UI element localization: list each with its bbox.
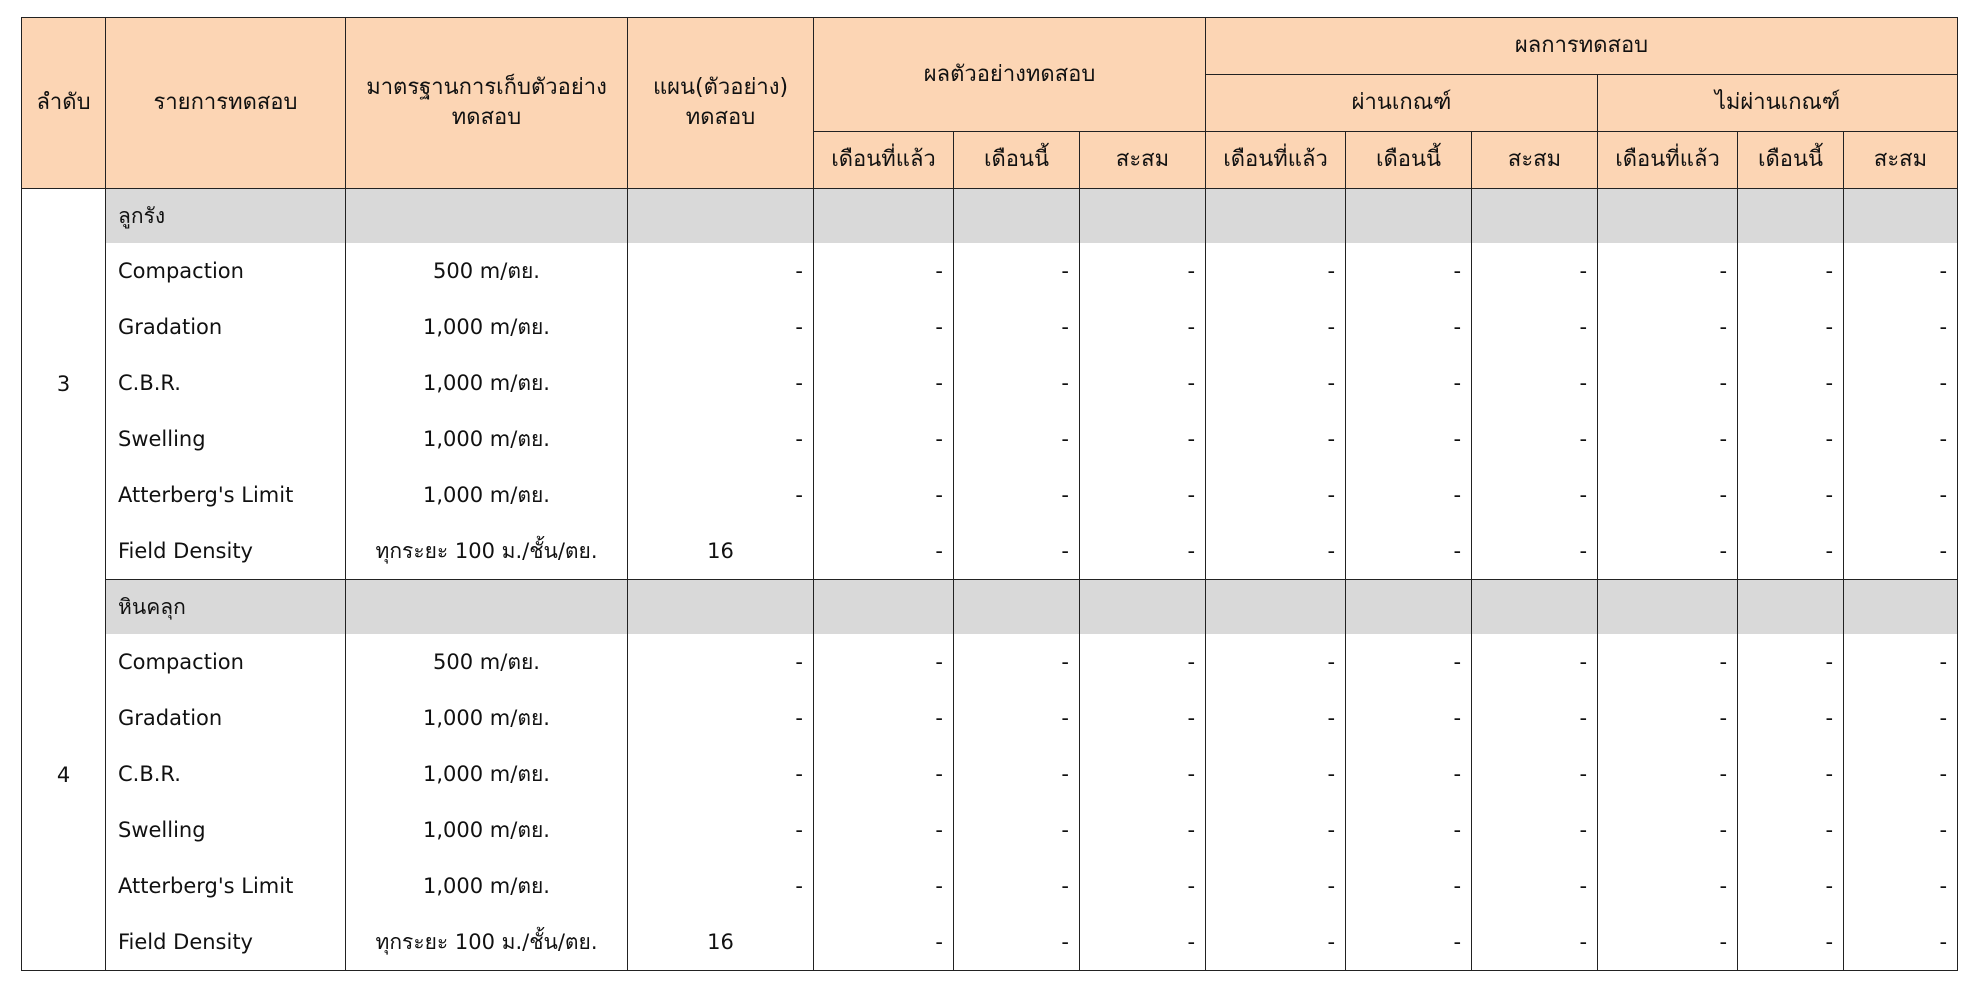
test-results-table: [21, 17, 1958, 971]
group-name: หินคลุก: [106, 580, 346, 635]
value-pass-this-month: -: [1346, 914, 1472, 971]
value-sample-cumulative: -: [1080, 299, 1206, 355]
value-pass-last-month: -: [1206, 299, 1346, 355]
test-results-document: [21, 17, 1957, 971]
value-fail-cumulative: -: [1844, 634, 1958, 690]
test-name: Gradation: [106, 690, 346, 746]
value-pass-last-month: -: [1206, 858, 1346, 914]
sampling-standard: 1,000 m/ตย.: [346, 746, 628, 802]
value-fail-cumulative: -: [1844, 411, 1958, 467]
value-sample-this-month: -: [954, 690, 1080, 746]
value-sample-last-month: -: [814, 914, 954, 971]
header-standard-line1: มาตรฐานการเก็บตัวอย่าง: [366, 75, 607, 100]
group-header-cell: [1346, 580, 1472, 635]
value-fail-this-month: -: [1738, 914, 1844, 971]
group-header-cell: [628, 189, 814, 244]
value-fail-last-month: -: [1598, 355, 1738, 411]
table-row: [22, 299, 1958, 355]
group-seq-number: 3: [22, 189, 106, 580]
table-header: [22, 18, 1958, 189]
header-plan: [628, 18, 814, 189]
value-pass-last-month: -: [1206, 523, 1346, 580]
group-seq-number: 4: [22, 580, 106, 971]
value-pass-cumulative: -: [1472, 467, 1598, 523]
plan-samples: -: [628, 802, 814, 858]
group-header-cell: [346, 189, 628, 244]
group-header-cell: [1080, 580, 1206, 635]
group-name: ลูกรัง: [106, 189, 346, 244]
value-fail-this-month: -: [1738, 523, 1844, 580]
value-sample-cumulative: -: [1080, 914, 1206, 971]
plan-samples: -: [628, 243, 814, 299]
value-fail-this-month: -: [1738, 634, 1844, 690]
test-name: Field Density: [106, 914, 346, 971]
value-pass-this-month: -: [1346, 858, 1472, 914]
table-row: [22, 243, 1958, 299]
value-fail-this-month: -: [1738, 355, 1844, 411]
value-sample-cumulative: -: [1080, 523, 1206, 580]
header-fail-last-month: เดือนที่แล้ว: [1598, 132, 1738, 189]
value-sample-last-month: -: [814, 355, 954, 411]
table-row: [22, 746, 1958, 802]
value-sample-cumulative: -: [1080, 243, 1206, 299]
value-sample-cumulative: -: [1080, 858, 1206, 914]
value-sample-last-month: -: [814, 690, 954, 746]
test-name: Compaction: [106, 634, 346, 690]
value-sample-this-month: -: [954, 746, 1080, 802]
value-sample-this-month: -: [954, 858, 1080, 914]
group-header-cell: [1080, 189, 1206, 244]
value-sample-last-month: -: [814, 299, 954, 355]
value-sample-cumulative: -: [1080, 355, 1206, 411]
value-pass-this-month: -: [1346, 634, 1472, 690]
test-name: Field Density: [106, 523, 346, 580]
value-fail-last-month: -: [1598, 243, 1738, 299]
value-pass-this-month: -: [1346, 243, 1472, 299]
value-sample-cumulative: -: [1080, 467, 1206, 523]
header-standard-line2: ทดสอบ: [451, 105, 522, 130]
value-pass-cumulative: -: [1472, 243, 1598, 299]
header-test-results: ผลการทดสอบ: [1206, 18, 1958, 75]
table-row: [22, 914, 1958, 971]
sampling-standard: 1,000 m/ตย.: [346, 690, 628, 746]
test-name: C.B.R.: [106, 746, 346, 802]
group-header-cell: [1472, 580, 1598, 635]
table-row: [22, 411, 1958, 467]
value-pass-this-month: -: [1346, 299, 1472, 355]
value-pass-last-month: -: [1206, 634, 1346, 690]
value-fail-cumulative: -: [1844, 858, 1958, 914]
group-header-cell: [1738, 189, 1844, 244]
value-fail-cumulative: -: [1844, 299, 1958, 355]
header-fail-this-month: เดือนนี้: [1738, 132, 1844, 189]
value-pass-this-month: -: [1346, 802, 1472, 858]
value-sample-last-month: -: [814, 802, 954, 858]
test-name: C.B.R.: [106, 355, 346, 411]
value-fail-this-month: -: [1738, 299, 1844, 355]
value-pass-last-month: -: [1206, 467, 1346, 523]
value-fail-last-month: -: [1598, 299, 1738, 355]
group-header-cell: [814, 580, 954, 635]
value-pass-cumulative: -: [1472, 355, 1598, 411]
value-pass-this-month: -: [1346, 467, 1472, 523]
plan-samples: -: [628, 411, 814, 467]
table-row: [22, 858, 1958, 914]
value-fail-cumulative: -: [1844, 914, 1958, 971]
value-fail-this-month: -: [1738, 411, 1844, 467]
value-sample-this-month: -: [954, 355, 1080, 411]
value-pass-cumulative: -: [1472, 523, 1598, 580]
value-sample-this-month: -: [954, 634, 1080, 690]
plan-samples: -: [628, 355, 814, 411]
group-header-cell: [954, 580, 1080, 635]
value-sample-last-month: -: [814, 746, 954, 802]
group-header-cell: [1346, 189, 1472, 244]
group-header-cell: [346, 580, 628, 635]
header-sample-last-month: เดือนที่แล้ว: [814, 132, 954, 189]
header-sample-cumulative: สะสม: [1080, 132, 1206, 189]
table-row: [22, 802, 1958, 858]
test-name: Gradation: [106, 299, 346, 355]
value-fail-cumulative: -: [1844, 523, 1958, 580]
plan-samples: -: [628, 746, 814, 802]
header-fail: ไม่ผ่านเกณฑ์: [1598, 75, 1958, 132]
test-name: Compaction: [106, 243, 346, 299]
value-pass-cumulative: -: [1472, 746, 1598, 802]
table-row: [22, 634, 1958, 690]
value-sample-cumulative: -: [1080, 411, 1206, 467]
value-pass-this-month: -: [1346, 746, 1472, 802]
value-fail-cumulative: -: [1844, 690, 1958, 746]
plan-samples: 16: [628, 523, 814, 580]
value-pass-this-month: -: [1346, 355, 1472, 411]
value-fail-last-month: -: [1598, 690, 1738, 746]
plan-samples: -: [628, 299, 814, 355]
value-pass-last-month: -: [1206, 355, 1346, 411]
sampling-standard: 1,000 m/ตย.: [346, 299, 628, 355]
value-fail-last-month: -: [1598, 634, 1738, 690]
value-sample-last-month: -: [814, 243, 954, 299]
value-fail-this-month: -: [1738, 802, 1844, 858]
plan-samples: -: [628, 690, 814, 746]
header-plan-line2: ทดสอบ: [685, 105, 756, 130]
table-body: [22, 189, 1958, 971]
value-pass-this-month: -: [1346, 523, 1472, 580]
value-sample-this-month: -: [954, 467, 1080, 523]
group-header-cell: [814, 189, 954, 244]
table-row: [22, 355, 1958, 411]
header-fail-cumulative: สะสม: [1844, 132, 1958, 189]
value-fail-this-month: -: [1738, 858, 1844, 914]
value-pass-cumulative: -: [1472, 914, 1598, 971]
value-pass-last-month: -: [1206, 802, 1346, 858]
group-header-cell: [1598, 580, 1738, 635]
value-fail-last-month: -: [1598, 914, 1738, 971]
value-sample-cumulative: -: [1080, 690, 1206, 746]
group-header-cell: [954, 189, 1080, 244]
table-row: [22, 523, 1958, 580]
value-fail-this-month: -: [1738, 243, 1844, 299]
sampling-standard: 1,000 m/ตย.: [346, 467, 628, 523]
value-sample-last-month: -: [814, 634, 954, 690]
value-fail-last-month: -: [1598, 523, 1738, 580]
value-pass-cumulative: -: [1472, 690, 1598, 746]
plan-samples: 16: [628, 914, 814, 971]
header-item: รายการทดสอบ: [106, 18, 346, 189]
value-sample-this-month: -: [954, 802, 1080, 858]
value-pass-last-month: -: [1206, 690, 1346, 746]
value-fail-last-month: -: [1598, 858, 1738, 914]
value-pass-last-month: -: [1206, 243, 1346, 299]
header-plan-line1: แผน(ตัวอย่าง): [652, 75, 789, 100]
group-header-row: [22, 580, 1958, 635]
group-header-cell: [1738, 580, 1844, 635]
value-pass-cumulative: -: [1472, 858, 1598, 914]
sampling-standard: 1,000 m/ตย.: [346, 411, 628, 467]
value-pass-last-month: -: [1206, 411, 1346, 467]
sampling-standard: 1,000 m/ตย.: [346, 355, 628, 411]
value-sample-this-month: -: [954, 411, 1080, 467]
value-sample-this-month: -: [954, 299, 1080, 355]
header-standard: [346, 18, 628, 189]
value-sample-cumulative: -: [1080, 746, 1206, 802]
value-sample-last-month: -: [814, 858, 954, 914]
value-sample-this-month: -: [954, 914, 1080, 971]
value-fail-this-month: -: [1738, 746, 1844, 802]
test-name: Atterberg's Limit: [106, 858, 346, 914]
test-name: Atterberg's Limit: [106, 467, 346, 523]
group-header-cell: [1844, 189, 1958, 244]
group-header-cell: [1598, 189, 1738, 244]
header-sample-this-month: เดือนนี้: [954, 132, 1080, 189]
plan-samples: -: [628, 634, 814, 690]
value-fail-this-month: -: [1738, 690, 1844, 746]
header-pass-this-month: เดือนนี้: [1346, 132, 1472, 189]
sampling-standard: 500 m/ตย.: [346, 634, 628, 690]
test-name: Swelling: [106, 802, 346, 858]
sampling-standard: 500 m/ตย.: [346, 243, 628, 299]
value-pass-last-month: -: [1206, 914, 1346, 971]
value-fail-cumulative: -: [1844, 355, 1958, 411]
value-fail-cumulative: -: [1844, 746, 1958, 802]
value-pass-this-month: -: [1346, 411, 1472, 467]
value-fail-last-month: -: [1598, 411, 1738, 467]
table-row: [22, 690, 1958, 746]
value-fail-cumulative: -: [1844, 802, 1958, 858]
group-header-cell: [1206, 580, 1346, 635]
header-pass-last-month: เดือนที่แล้ว: [1206, 132, 1346, 189]
value-fail-this-month: -: [1738, 467, 1844, 523]
sampling-standard: ทุกระยะ 100 ม./ชั้น/ตย.: [346, 914, 628, 971]
sampling-standard: ทุกระยะ 100 ม./ชั้น/ตย.: [346, 523, 628, 580]
group-header-cell: [1844, 580, 1958, 635]
header-pass: ผ่านเกณฑ์: [1206, 75, 1598, 132]
value-fail-cumulative: -: [1844, 467, 1958, 523]
value-pass-last-month: -: [1206, 746, 1346, 802]
value-sample-cumulative: -: [1080, 802, 1206, 858]
value-pass-this-month: -: [1346, 690, 1472, 746]
plan-samples: -: [628, 858, 814, 914]
header-pass-cumulative: สะสม: [1472, 132, 1598, 189]
value-pass-cumulative: -: [1472, 634, 1598, 690]
plan-samples: -: [628, 467, 814, 523]
sampling-standard: 1,000 m/ตย.: [346, 858, 628, 914]
value-pass-cumulative: -: [1472, 411, 1598, 467]
value-sample-last-month: -: [814, 467, 954, 523]
sampling-standard: 1,000 m/ตย.: [346, 802, 628, 858]
value-pass-cumulative: -: [1472, 299, 1598, 355]
group-header-cell: [628, 580, 814, 635]
value-pass-cumulative: -: [1472, 802, 1598, 858]
group-header-cell: [1472, 189, 1598, 244]
value-fail-last-month: -: [1598, 746, 1738, 802]
value-sample-last-month: -: [814, 523, 954, 580]
table-row: [22, 467, 1958, 523]
value-sample-last-month: -: [814, 411, 954, 467]
header-sample-results: ผลตัวอย่างทดสอบ: [814, 18, 1206, 132]
group-header-cell: [1206, 189, 1346, 244]
value-sample-cumulative: -: [1080, 634, 1206, 690]
header-seq: ลำดับ: [22, 18, 106, 189]
group-header-row: [22, 189, 1958, 244]
test-name: Swelling: [106, 411, 346, 467]
value-fail-cumulative: -: [1844, 243, 1958, 299]
value-fail-last-month: -: [1598, 467, 1738, 523]
value-sample-this-month: -: [954, 243, 1080, 299]
value-sample-this-month: -: [954, 523, 1080, 580]
value-fail-last-month: -: [1598, 802, 1738, 858]
